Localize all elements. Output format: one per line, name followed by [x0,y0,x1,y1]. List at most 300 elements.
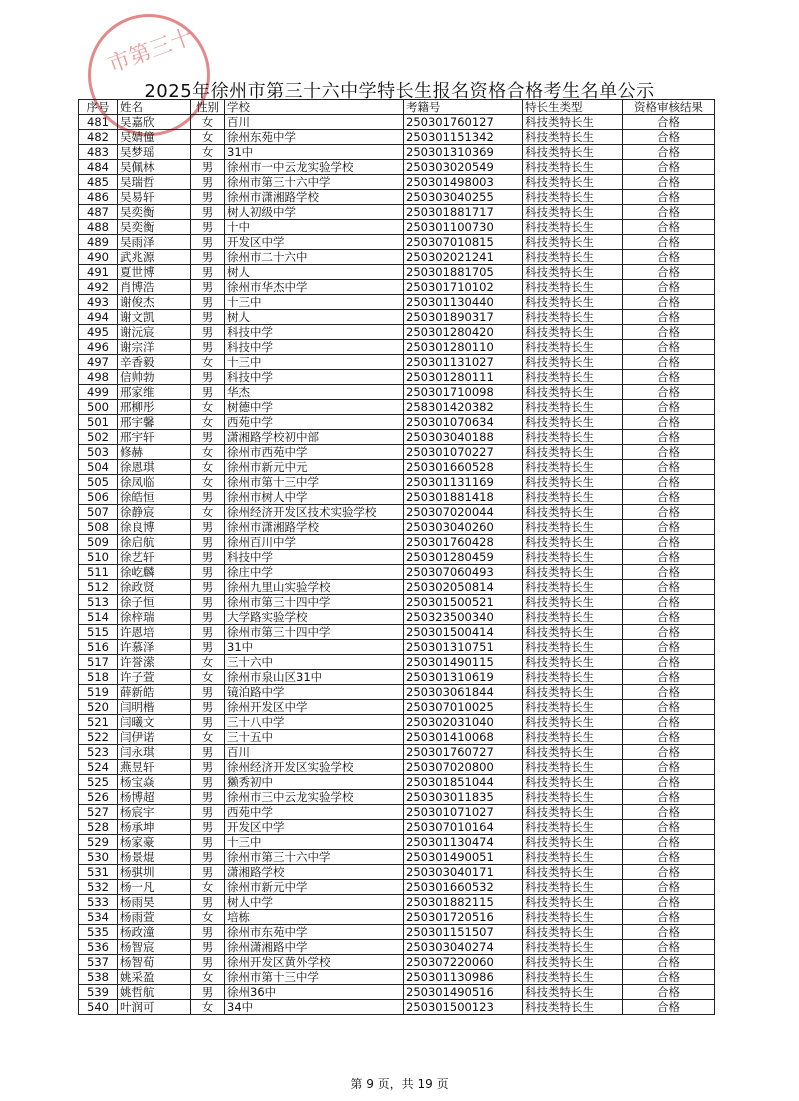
cell-type: 科技类特长生 [523,805,623,820]
cell-name: 姚哲航 [118,985,191,1000]
cell-school: 树人 [225,310,404,325]
cell-exam-id: 250301500414 [404,625,523,640]
cell-school: 徐州市新元中学 [225,880,404,895]
cell-result: 合格 [623,550,715,565]
cell-exam-id: 250301500521 [404,595,523,610]
cell-school: 31中 [225,145,404,160]
cell-type: 科技类特长生 [523,445,623,460]
cell-exam-id: 250301881418 [404,490,523,505]
cell-type: 科技类特长生 [523,955,623,970]
table-row [79,340,715,355]
cell-school: 科技中学 [225,325,404,340]
cell-exam-id: 250307220060 [404,955,523,970]
cell-exam-id: 250302031040 [404,715,523,730]
cell-no: 506 [79,490,118,505]
cell-school: 徐州市潇湘路学校 [225,520,404,535]
cell-gender: 男 [191,850,225,865]
cell-school: 潇湘路学校 [225,865,404,880]
cell-school: 科技中学 [225,550,404,565]
cell-type: 科技类特长生 [523,475,623,490]
cell-name: 邢柳彤 [118,400,191,415]
cell-school: 徐州百川中学 [225,535,404,550]
cell-name: 杨宸宇 [118,805,191,820]
cell-exam-id: 250301151507 [404,925,523,940]
cell-gender: 女 [191,910,225,925]
cell-school: 徐州市第三十四中学 [225,595,404,610]
cell-type: 科技类特长生 [523,370,623,385]
table-row [79,925,715,940]
cell-result: 合格 [623,340,715,355]
cell-school: 徐州市三中云龙实验学校 [225,790,404,805]
cell-exam-id: 250301720516 [404,910,523,925]
cell-no: 492 [79,280,118,295]
cell-result: 合格 [623,250,715,265]
cell-no: 491 [79,265,118,280]
cell-result: 合格 [623,805,715,820]
cell-school: 科技中学 [225,340,404,355]
header-school: 学校 [225,100,404,115]
cell-exam-id: 250301131169 [404,475,523,490]
cell-no: 500 [79,400,118,415]
cell-gender: 男 [191,580,225,595]
cell-no: 488 [79,220,118,235]
cell-exam-id: 250303040260 [404,520,523,535]
cell-name: 吴奕衡 [118,220,191,235]
cell-result: 合格 [623,535,715,550]
table-row [79,115,715,130]
cell-exam-id: 250302021241 [404,250,523,265]
cell-name: 杨博超 [118,790,191,805]
table-row [79,310,715,325]
cell-type: 科技类特长生 [523,130,623,145]
cell-result: 合格 [623,460,715,475]
cell-no: 503 [79,445,118,460]
cell-no: 514 [79,610,118,625]
table-row [79,400,715,415]
table-row [79,760,715,775]
cell-exam-id: 250301881717 [404,205,523,220]
table-row [79,295,715,310]
cell-exam-id: 250301760428 [404,535,523,550]
cell-exam-id: 250323500340 [404,610,523,625]
cell-result: 合格 [623,685,715,700]
cell-result: 合格 [623,430,715,445]
cell-name: 杨智宸 [118,940,191,955]
table-row [79,145,715,160]
cell-no: 490 [79,250,118,265]
cell-result: 合格 [623,565,715,580]
cell-no: 483 [79,145,118,160]
cell-type: 科技类特长生 [523,940,623,955]
cell-no: 494 [79,310,118,325]
cell-gender: 女 [191,130,225,145]
cell-name: 徐屹麟 [118,565,191,580]
cell-name: 闫永琪 [118,745,191,760]
cell-type: 科技类特长生 [523,490,623,505]
cell-gender: 男 [191,955,225,970]
table-row [79,790,715,805]
table-row [79,370,715,385]
cell-type: 科技类特长生 [523,1000,623,1015]
cell-exam-id: 250301851044 [404,775,523,790]
table-row [79,430,715,445]
cell-result: 合格 [623,310,715,325]
table-row [79,850,715,865]
cell-gender: 女 [191,415,225,430]
cell-exam-id: 250303040274 [404,940,523,955]
table-row [79,220,715,235]
table-row [79,685,715,700]
cell-gender: 男 [191,175,225,190]
cell-result: 合格 [623,355,715,370]
table-row [79,595,715,610]
cell-name: 肖博浩 [118,280,191,295]
cell-gender: 女 [191,655,225,670]
table-row [79,505,715,520]
cell-exam-id: 250301100730 [404,220,523,235]
cell-exam-id: 250303011835 [404,790,523,805]
cell-result: 合格 [623,175,715,190]
cell-exam-id: 250307060493 [404,565,523,580]
cell-no: 504 [79,460,118,475]
table-row [79,460,715,475]
cell-gender: 男 [191,610,225,625]
cell-name: 谢宗洋 [118,340,191,355]
cell-name: 徐良博 [118,520,191,535]
cell-gender: 女 [191,145,225,160]
cell-exam-id: 250301310369 [404,145,523,160]
cell-school: 树人中学 [225,895,404,910]
cell-result: 合格 [623,655,715,670]
cell-type: 科技类特长生 [523,505,623,520]
table-row [79,550,715,565]
table-row [79,625,715,640]
cell-no: 496 [79,340,118,355]
cell-school: 徐州经济开发区技术实验学校 [225,505,404,520]
cell-no: 487 [79,205,118,220]
cell-type: 科技类特长生 [523,700,623,715]
cell-school: 西苑中学 [225,415,404,430]
cell-exam-id: 250301410068 [404,730,523,745]
cell-school: 树人初级中学 [225,205,404,220]
cell-gender: 男 [191,325,225,340]
official-seal-text: 市第三十 [105,24,197,79]
cell-exam-id: 250301890317 [404,310,523,325]
cell-gender: 男 [191,340,225,355]
cell-school: 十三中 [225,295,404,310]
cell-result: 合格 [623,265,715,280]
cell-result: 合格 [623,235,715,250]
cell-school: 獭秀初中 [225,775,404,790]
table-row [79,910,715,925]
cell-gender: 男 [191,835,225,850]
cell-school: 徐州36中 [225,985,404,1000]
cell-no: 513 [79,595,118,610]
cell-no: 511 [79,565,118,580]
cell-type: 科技类特长生 [523,835,623,850]
page-title: 2025年徐州市第三十六中学特长生报名资格合格考生名单公示 [144,81,655,102]
cell-result: 合格 [623,490,715,505]
cell-name: 徐凤临 [118,475,191,490]
cell-school: 三十八中学 [225,715,404,730]
cell-name: 闫明楷 [118,700,191,715]
table-row [79,385,715,400]
cell-school: 徐州市第十三中学 [225,475,404,490]
cell-school: 三十六中 [225,655,404,670]
cell-result: 合格 [623,190,715,205]
cell-gender: 男 [191,895,225,910]
cell-type: 科技类特长生 [523,730,623,745]
cell-result: 合格 [623,730,715,745]
cell-gender: 男 [191,790,225,805]
cell-school: 开发区中学 [225,235,404,250]
cell-type: 科技类特长生 [523,910,623,925]
cell-school: 三十五中 [225,730,404,745]
cell-type: 科技类特长生 [523,685,623,700]
cell-type: 科技类特长生 [523,670,623,685]
cell-name: 辛香毅 [118,355,191,370]
table-row [79,520,715,535]
cell-gender: 男 [191,295,225,310]
cell-type: 科技类特长生 [523,310,623,325]
cell-school: 徐州市东苑中学 [225,925,404,940]
cell-gender: 男 [191,625,225,640]
cell-name: 许恩培 [118,625,191,640]
cell-name: 杨政潼 [118,925,191,940]
table-row [79,970,715,985]
table-row [79,445,715,460]
cell-result: 合格 [623,880,715,895]
cell-name: 许子萱 [118,670,191,685]
cell-result: 合格 [623,610,715,625]
cell-result: 合格 [623,625,715,640]
cell-gender: 男 [191,640,225,655]
cell-type: 科技类特长生 [523,280,623,295]
cell-name: 徐恩琪 [118,460,191,475]
cell-exam-id: 250301070634 [404,415,523,430]
cell-exam-id: 250303040255 [404,190,523,205]
cell-no: 489 [79,235,118,250]
cell-type: 科技类特长生 [523,190,623,205]
cell-gender: 女 [191,880,225,895]
cell-exam-id: 250301882115 [404,895,523,910]
cell-gender: 女 [191,355,225,370]
cell-result: 合格 [623,820,715,835]
cell-exam-id: 250301280459 [404,550,523,565]
cell-result: 合格 [623,295,715,310]
table-row [79,610,715,625]
cell-exam-id: 250303061844 [404,685,523,700]
cell-name: 许慕泽 [118,640,191,655]
cell-type: 科技类特长生 [523,265,623,280]
table-row [79,985,715,1000]
cell-no: 520 [79,700,118,715]
cell-school: 徐州市第三十六中学 [225,175,404,190]
cell-gender: 男 [191,700,225,715]
cell-gender: 男 [191,205,225,220]
cell-gender: 男 [191,490,225,505]
cell-school: 徐州市第三十四中学 [225,625,404,640]
cell-school: 徐州市一中云龙实验学校 [225,160,404,175]
table-row [79,820,715,835]
table-row [79,160,715,175]
candidate-table [78,99,715,1015]
cell-type: 科技类特长生 [523,430,623,445]
cell-no: 530 [79,850,118,865]
cell-exam-id: 250301710098 [404,385,523,400]
header-name: 姓名 [118,100,191,115]
cell-no: 521 [79,715,118,730]
cell-gender: 男 [191,160,225,175]
cell-exam-id: 250301131027 [404,355,523,370]
cell-result: 合格 [623,115,715,130]
cell-result: 合格 [623,475,715,490]
cell-result: 合格 [623,895,715,910]
cell-type: 科技类特长生 [523,970,623,985]
cell-school: 徐州市第十三中学 [225,970,404,985]
cell-no: 499 [79,385,118,400]
cell-result: 合格 [623,1000,715,1015]
cell-school: 徐州东苑中学 [225,130,404,145]
cell-result: 合格 [623,640,715,655]
cell-no: 525 [79,775,118,790]
cell-gender: 男 [191,370,225,385]
cell-school: 树人 [225,265,404,280]
cell-type: 科技类特长生 [523,985,623,1000]
cell-gender: 男 [191,565,225,580]
cell-exam-id: 250301130474 [404,835,523,850]
cell-exam-id: 250301071027 [404,805,523,820]
cell-result: 合格 [623,955,715,970]
cell-gender: 男 [191,535,225,550]
cell-school: 徐州市树人中学 [225,490,404,505]
cell-name: 徐子恒 [118,595,191,610]
cell-name: 杨一凡 [118,880,191,895]
cell-type: 科技类特长生 [523,145,623,160]
cell-name: 邢宇馨 [118,415,191,430]
cell-no: 482 [79,130,118,145]
cell-type: 科技类特长生 [523,760,623,775]
cell-name: 燕昱轩 [118,760,191,775]
cell-exam-id: 250301130986 [404,970,523,985]
table-row [79,250,715,265]
cell-school: 十三中 [225,835,404,850]
cell-gender: 男 [191,385,225,400]
cell-name: 夏世博 [118,265,191,280]
table-header-row [79,100,715,115]
cell-result: 合格 [623,760,715,775]
cell-result: 合格 [623,970,715,985]
cell-no: 508 [79,520,118,535]
cell-no: 498 [79,370,118,385]
cell-school: 34中 [225,1000,404,1015]
cell-exam-id: 250301070227 [404,445,523,460]
cell-type: 科技类特长生 [523,610,623,625]
cell-school: 树德中学 [225,400,404,415]
cell-exam-id: 250301710102 [404,280,523,295]
cell-no: 532 [79,880,118,895]
cell-gender: 女 [191,730,225,745]
cell-type: 科技类特长生 [523,535,623,550]
cell-result: 合格 [623,130,715,145]
cell-gender: 男 [191,940,225,955]
cell-gender: 男 [191,310,225,325]
table-row [79,265,715,280]
cell-no: 535 [79,925,118,940]
cell-name: 邢家维 [118,385,191,400]
cell-result: 合格 [623,940,715,955]
cell-school: 十中 [225,220,404,235]
cell-no: 523 [79,745,118,760]
cell-type: 科技类特长生 [523,295,623,310]
cell-exam-id: 250301500123 [404,1000,523,1015]
cell-type: 科技类特长生 [523,205,623,220]
cell-no: 517 [79,655,118,670]
cell-gender: 男 [191,190,225,205]
cell-type: 科技类特长生 [523,340,623,355]
cell-no: 534 [79,910,118,925]
table-row [79,865,715,880]
table-row [79,280,715,295]
header-exam-id: 考籍号 [404,100,523,115]
cell-type: 科技类特长生 [523,250,623,265]
cell-name: 吴婧僮 [118,130,191,145]
cell-result: 合格 [623,850,715,865]
header-gender: 性别 [191,100,225,115]
cell-gender: 男 [191,685,225,700]
cell-no: 533 [79,895,118,910]
cell-name: 邢宇轩 [118,430,191,445]
cell-name: 吴佩林 [118,160,191,175]
cell-school: 科技中学 [225,370,404,385]
cell-no: 485 [79,175,118,190]
cell-result: 合格 [623,220,715,235]
cell-exam-id: 258301420382 [404,400,523,415]
cell-school: 徐州市华杰中学 [225,280,404,295]
page-footer: 第 9 页，共 19 页 [350,1077,449,1091]
cell-name: 姚采盈 [118,970,191,985]
cell-no: 493 [79,295,118,310]
cell-name: 武兆源 [118,250,191,265]
cell-name: 徐静宸 [118,505,191,520]
cell-gender: 男 [191,220,225,235]
cell-name: 徐启航 [118,535,191,550]
cell-type: 科技类特长生 [523,385,623,400]
table-row [79,490,715,505]
cell-result: 合格 [623,145,715,160]
table-row [79,640,715,655]
cell-no: 522 [79,730,118,745]
cell-exam-id: 250303040188 [404,430,523,445]
cell-name: 薛新皓 [118,685,191,700]
cell-name: 徐皓恒 [118,490,191,505]
table-row [79,235,715,250]
cell-exam-id: 250301280420 [404,325,523,340]
cell-result: 合格 [623,580,715,595]
cell-type: 科技类特长生 [523,520,623,535]
cell-type: 科技类特长生 [523,715,623,730]
cell-name: 叶润可 [118,1000,191,1015]
cell-name: 修赫 [118,445,191,460]
cell-school: 西苑中学 [225,805,404,820]
cell-school: 徐州九里山实验学校 [225,580,404,595]
cell-school: 徐州市第三十六中学 [225,850,404,865]
cell-gender: 男 [191,715,225,730]
table-row [79,565,715,580]
table-row [79,775,715,790]
cell-result: 合格 [623,715,715,730]
cell-gender: 男 [191,595,225,610]
